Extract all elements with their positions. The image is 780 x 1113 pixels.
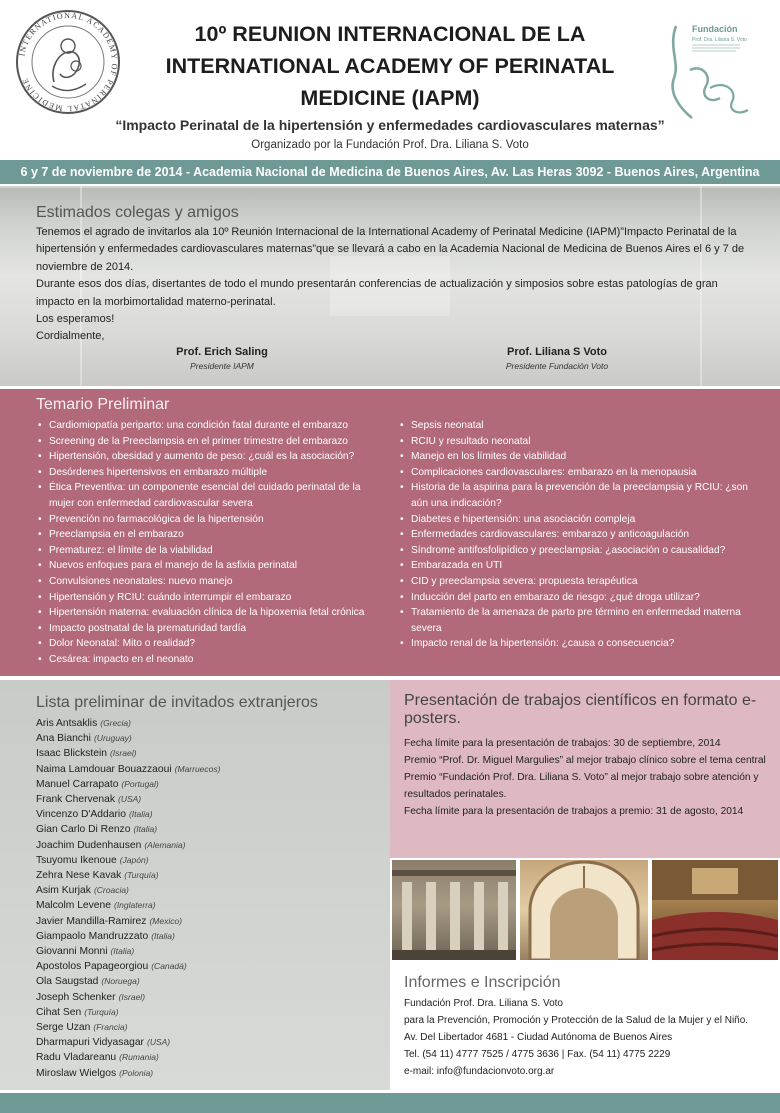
topic-item: • Prematurez: el límite de la viabilidad [38,543,388,559]
contact-line: Av. Del Libertador 4681 - Ciudad Autónoma de Buenos Aires [404,1032,673,1043]
invitee-country: (Noruega) [101,976,140,987]
invitee-name: Giampaolo Mandruzzato [36,930,149,942]
invitee-item [36,883,220,898]
temario-heading: Temario Preliminar [36,396,170,413]
poster-info-line: Premio “Fundación Prof. Dra. Liliana S. Voto” al mejor trabajo sobre atención y resultados perinatales. [404,772,759,800]
title-line-1: 10º REUNION INTERNACIONAL DE LA [194,22,586,46]
invitee-item [36,1020,220,1035]
invitee-country: (Alemania) [144,839,186,850]
poster-info-line: Fecha límite para la presentación de trabajos: 30 de septiembre, 2014 [404,738,721,749]
invitee-name: Manuel Carrapato [36,778,119,790]
invitee-item [36,868,220,883]
informes-body [404,995,774,1080]
topic-item: • RCIU y resultado neonatal [400,434,750,450]
invitee-item [36,807,220,822]
svg-text:INTERNATIONAL ACADEMY OF PERIN: INTERNATIONAL ACADEMY OF PERINATAL MEDICINE [17,10,120,114]
topic-item: • Hipertensión materna: evaluación clínica de la hipoxemia fetal crónica [38,605,388,621]
invitee-name: Cihat Sen [36,1006,82,1018]
invitee-item [36,914,220,929]
signatory-name: Prof. Erich Saling [176,346,268,358]
invitee-item [36,716,220,731]
topic-item: • Complicaciones cardiovasculares: embarazo en la menopausia [400,465,750,481]
invitee-name: Naima Lamdouar Bouazzaoui [36,763,172,775]
topic-item: • Historia de la aspirina para la prevención de la preeclampsia y RCIU: ¿son aún una indicación? [400,480,750,511]
invitee-item [36,944,220,959]
topic-item: • Embarazada en UTI [400,558,750,574]
invitee-name: Frank Chervenak [36,794,115,806]
topics-left-list [38,418,388,668]
invitee-country: (Canadá) [151,961,187,972]
invitee-name: Giovanni Monni [36,946,108,958]
invitee-country: (Mexico) [149,915,183,926]
title-line-2: INTERNATIONAL ACADEMY OF PERINATAL [165,54,615,78]
topic-item: • Dolor Neonatal: Mito o realidad? [38,636,388,652]
invitee-country: (Italia) [128,809,153,820]
invitee-country: (USA) [117,794,142,805]
topic-item: • Cardiomiopatía periparto: una condición fatal durante el embarazo [38,418,388,434]
title-line-3: MEDICINE (IAPM) [300,86,480,110]
invitee-country: (Israel) [118,991,146,1002]
invitee-item [36,1050,220,1065]
invitee-item [36,777,220,792]
invitee-list [36,716,220,1081]
invitee-name: Joseph Schenker [36,991,116,1003]
topic-item: • Preeclampsia en el embarazo [38,527,388,543]
poster-info-line: Fecha límite para la presentación de trabajos a premio: 31 de agosto, 2014 [404,806,744,817]
invitee-country: (Francia) [93,1022,128,1033]
invitee-item [36,822,220,837]
poster-info-line: Premio “Prof. Dr. Miguel Margulies” al mejor trabajo clínico sobre el tema central [404,755,766,766]
invitee-country: (Grecia) [100,718,131,728]
invitee-name: Apostolos Papageorgiou [36,961,149,973]
signatory-role: Presidente IAPM [190,361,254,371]
posters-section [390,680,780,858]
subtitle: “Impacto Perinatal de la hipertensión y enfermedades cardiovasculares maternas” [115,117,665,133]
invitee-name: Javier Mandilla-Ramirez [36,915,147,927]
posters-body [404,735,772,820]
invitee-country: (USA) [146,1037,171,1048]
intro-paragraph: Cordialmente, [36,330,105,343]
invitee-name: Ana Bianchi [36,733,91,745]
invitee-country: (Portugal) [121,778,159,789]
invitee-item [36,990,220,1005]
intro-section [0,186,780,386]
topic-item: • Diabetes e hipertensión: una asociación compleja [400,512,750,528]
temario-section [0,389,780,676]
invitee-country: (Polonia) [119,1067,154,1078]
event-date-bar: 6 y 7 de noviembre de 2014 - Academia Nacional de Medicina de Buenos Aires, Av. Las Heras 3092 - Buenos Aires, Argentina [0,160,780,184]
topic-item: • Ética Preventiva: un componente esencial del cuidado perinatal de la mujer con enfermedad cardiovascular severa [38,480,388,511]
invitees-section [0,680,390,1090]
invitee-item [36,838,220,853]
signatory-role: Presidente Fundación Voto [505,361,609,371]
invitee-name: Malcolm Levene [36,900,111,912]
invitee-name: Ola Saugstad [36,976,99,988]
svg-text:Prof. Dra. Liliana S. Voto: Prof. Dra. Liliana S. Voto [692,37,747,43]
invitee-item [36,792,220,807]
invitee-item [36,898,220,913]
invitee-country: (Italia) [133,824,158,835]
invitee-item [36,974,220,989]
invitee-name: Miroslaw Wielgos [36,1067,117,1079]
invitee-item [36,731,220,746]
organizer-line: Organizado por la Fundación Prof. Dra. Liliana S. Voto [251,139,529,151]
contact-phone: Tel. (54 11) 4777 7525 / 4775 3636 | Fax. (54 11) 4775 2229 [404,1049,671,1060]
intro-paragraph: Durante esos dos días, disertantes de todo el mundo presentarán conferencias de actualización y simposios sobre estas patologías de gran impacto en la morbimortalidad materno-perinatal. [36,278,718,308]
informes-section [390,968,780,1090]
invitee-country: (Uruguay) [93,733,132,744]
posters-heading: Presentación de trabajos científicos en formato e-posters. [404,692,757,727]
invitee-country: (Israel) [109,748,137,759]
topic-item: • Desórdenes hipertensivos en embarazo múltiple [38,465,388,481]
topic-item: • Impacto postnatal de la prematuridad tardía [38,621,388,637]
auditorium-photo [652,860,778,960]
invitee-name: Radu Vladareanu [36,1052,117,1064]
venue-photos [390,858,780,968]
invitee-item [36,1066,220,1081]
invitee-item [36,746,220,761]
intro-paragraph: Los esperamos! [36,313,115,326]
signature-voto [457,346,657,371]
dome-interior-photo [520,860,648,960]
invitee-name: Asim Kurjak [36,885,91,897]
invitee-item [36,1035,220,1050]
topics-right-list [400,418,750,652]
invitee-name: Tsuyomu Ikenoue [36,854,117,866]
header [0,0,780,158]
invitee-country: (Marruecos) [174,763,221,774]
intro-body [36,224,748,346]
invitee-country: (Rumania) [119,1052,159,1063]
topic-item: • Inducción del parto en embarazo de riesgo: ¿qué droga utilizar? [400,590,750,606]
topic-item: • Enfermedades cardiovasculares: embarazo y anticoagulación [400,527,750,543]
invitee-country: (Inglaterra) [113,900,156,911]
invitee-country: (Turquía) [84,1006,119,1017]
invitee-item [36,853,220,868]
invitee-country: (Croacia) [93,885,129,896]
topic-item: • Convulsiones neonatales: nuevo manejo [38,574,388,590]
invitee-name: Joachim Dudenhausen [36,839,142,851]
invitee-item [36,1005,220,1020]
invitee-name: Serge Uzan [36,1022,91,1034]
topic-item: • CID y preeclampsia severa: propuesta terapéutica [400,574,750,590]
invitee-name: Dharmapuri Vidyasagar [36,1037,144,1049]
topic-item: • Sepsis neonatal [400,418,750,434]
invitee-item [36,762,220,777]
invitee-item [36,929,220,944]
invitee-name: Aris Antsaklis [36,718,98,729]
invitee-item [36,959,220,974]
informes-heading: Informes e Inscripción [404,974,561,991]
invitee-country: (Italia) [110,946,135,957]
invitee-country: (Turquía) [124,870,159,881]
iapm-seal-logo [14,8,122,116]
intro-paragraph: Tenemos el agrado de invitarlos ala 10º Reunión Internacional de la International Academy of Perinatal Medicine (IAPM)”Impacto Perinatal de la hipertensión y enfermedades cardiovasculares maternas”que se llevará a cabo en la Academia Nacional de Medicina de Buenos Aires el 6 y 7 de noviembre de 2014. [36,226,745,273]
invitee-country: (Italia) [151,930,175,941]
invitee-name: Isaac Blickstein [36,748,107,760]
invitees-heading: Lista preliminar de invitados extranjeros [36,694,318,711]
invitee-name: Vincenzo D'Addario [36,809,126,821]
topic-item: • Hipertensión, obesidad y aumento de peso: ¿cuál es la asociación? [38,449,388,465]
intro-heading: Estimados colegas y amigos [36,204,239,221]
topic-item: • Síndrome antifosfolipídico y preeclampsia: ¿asociación o causalidad? [400,543,750,559]
contact-email[interactable]: e-mail: info@fundacionvoto.org.ar [404,1066,555,1077]
signatory-name: Prof. Liliana S Voto [506,346,608,358]
invitee-name: Gian Carlo Di Renzo [36,824,131,836]
topic-item: • Screening de la Preeclampsia en el primer trimestre del embarazo [38,434,388,450]
invitee-name: Zehra Nese Kavak [36,870,122,882]
topic-item: • Tratamiento de la amenaza de parto pre término en enfermedad materna severa [400,605,750,636]
contact-line: Fundación Prof. Dra. Liliana S. Voto [404,998,563,1009]
topic-item: • Hipertensión y RCIU: cuándo interrumpir el embarazo [38,590,388,606]
topic-item: • Impacto renal de la hipertensión: ¿causa o consecuencia? [400,636,750,652]
topic-item: • Manejo en los límites de viabilidad [400,449,750,465]
topic-item: • Prevención no farmacológica de la hipertensión [38,512,388,528]
footer-bar [0,1093,780,1113]
invitee-country: (Japón) [119,854,149,865]
topic-item: • Nuevos enfoques para el manejo de la asfixia perinatal [38,558,388,574]
svg-text:Fundación: Fundación [692,24,738,34]
topic-item: • Cesárea: impacto en el neonato [38,652,388,668]
fundacion-voto-logo [662,18,772,128]
signature-saling [122,346,322,371]
contact-line: para la Prevención, Promoción y Protección de la Salud de la Mujer y el Niño. [404,1015,749,1026]
building-facade-photo [392,860,516,960]
